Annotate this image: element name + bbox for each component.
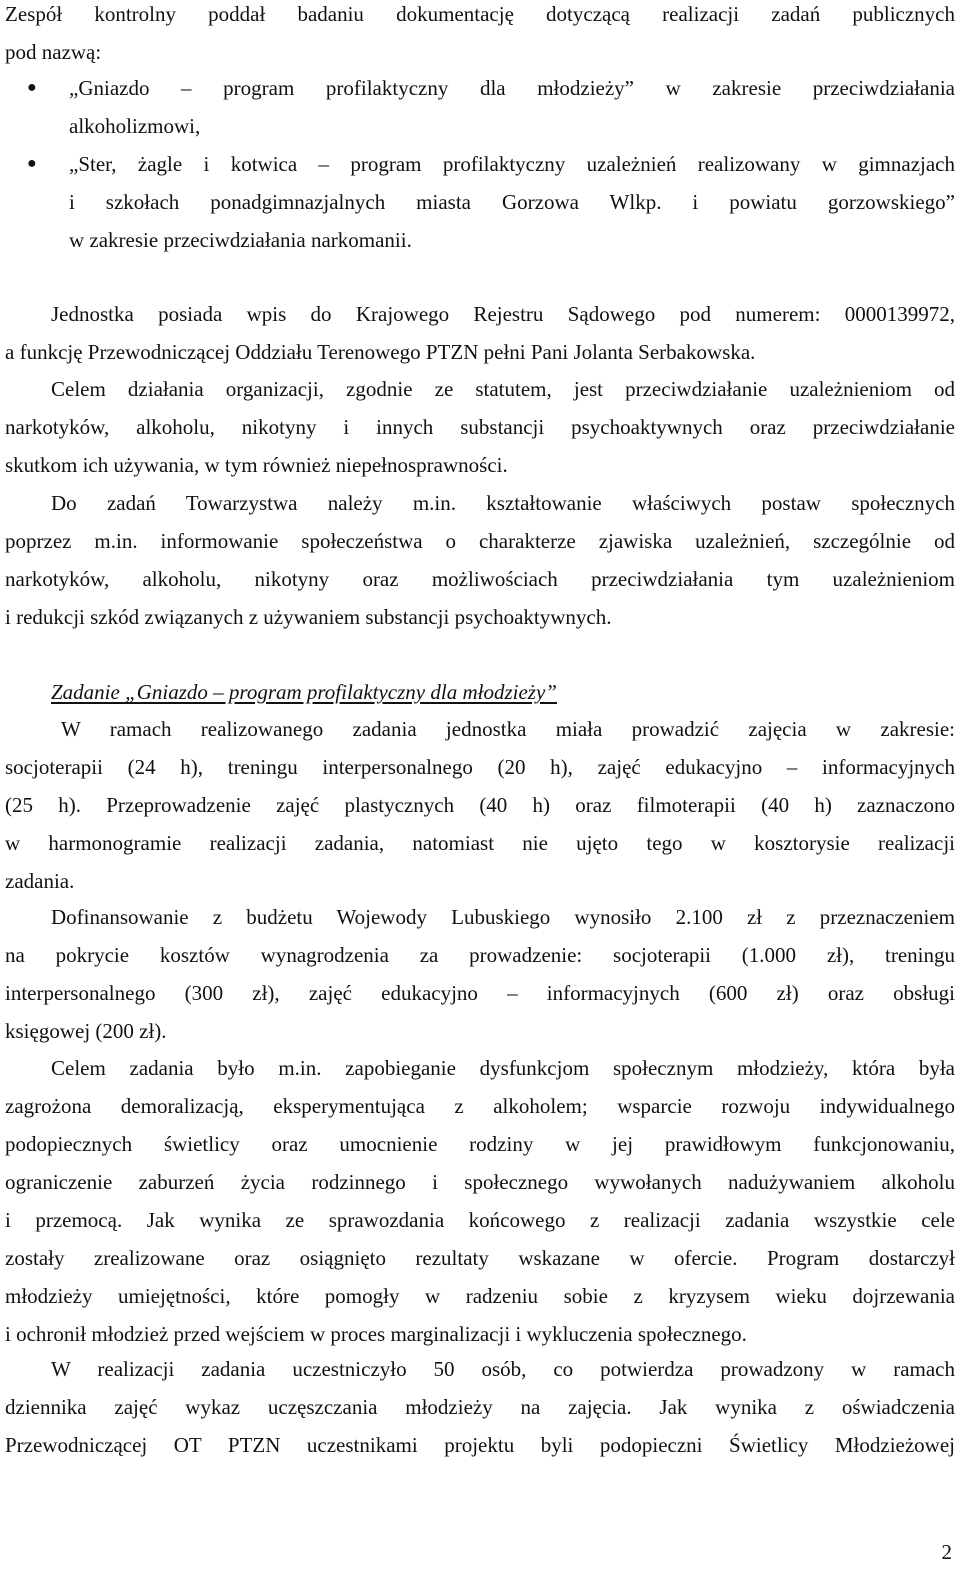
text-line: Celem zadania było m.in. zapobieganie dysfunkcjom społecznym młodzieży, która była bbox=[51, 1056, 955, 1080]
bullet-icon: ● bbox=[27, 155, 37, 172]
text-line: i redukcji szkód związanych z używaniem substancji psychoaktywnych. bbox=[5, 605, 612, 629]
text-line: Do zadań Towarzystwa należy m.in. kształtowanie właściwych postaw społecznych bbox=[51, 491, 955, 515]
list-item bbox=[5, 69, 955, 145]
text-line: (25 h). Przeprowadzenie zajęć plastycznych (40 h) oraz filmoterapii (40 h) zaznaczono bbox=[5, 793, 955, 817]
text-line: socjoterapii (24 h), treningu interpersonalnego (20 h), zajęć edukacyjno – informacyjnych bbox=[5, 755, 955, 779]
bullet-icon: ● bbox=[27, 79, 37, 96]
funding-paragraph bbox=[5, 898, 955, 1050]
text-line: W realizacji zadania uczestniczyło 50 osób, co potwierdza prowadzony w ramach bbox=[51, 1357, 955, 1381]
text-line: W ramach realizowanego zadania jednostka miała prowadzić zajęcia w zakresie: bbox=[61, 717, 955, 741]
participants-paragraph bbox=[5, 1350, 955, 1464]
text-line: młodzieży umiejętności, które pomogły w radzeniu sobie z kryzysem wieku dojrzewania bbox=[5, 1284, 955, 1308]
goal-paragraph bbox=[5, 370, 955, 484]
text-line: alkoholizmowi, bbox=[69, 114, 201, 138]
text-line: pod nazwą: bbox=[5, 40, 102, 64]
text-line: księgowej (200 zł). bbox=[5, 1019, 167, 1043]
text-line: ograniczenie zaburzeń życia rodzinnego i społecznego wywołanych nadużywaniem alkoholu bbox=[5, 1170, 955, 1194]
text-line: Celem działania organizacji, zgodnie ze statutem, jest przeciwdziałanie uzależnieniom od bbox=[51, 377, 955, 401]
text-line: dziennika zajęć wykaz uczęszczania młodzieży na zajęcia. Jak wynika z oświadczenia bbox=[5, 1395, 955, 1419]
text-line: na pokrycie kosztów wynagrodzenia za prowadzenie: socjoterapii (1.000 zł), treningu bbox=[5, 943, 955, 967]
text-line: zagrożona demoralizacją, eksperymentująca z alkoholem; wsparcie rozwoju indywidualnego bbox=[5, 1094, 955, 1118]
tasks-list bbox=[5, 69, 955, 259]
text-line: i szkołach ponadgimnazjalnych miasta Gorzowa Wlkp. i powiatu gorzowskiego” bbox=[69, 190, 955, 214]
text-line: w harmonogramie realizacji zadania, natomiast nie ujęto tego w kosztorysie realizacji bbox=[5, 831, 955, 855]
page-number: 2 bbox=[941, 1540, 952, 1564]
text-line: skutkom ich używania, w tym również niepełnosprawności. bbox=[5, 453, 508, 477]
text-line: ● „Ster, żagle i kotwica – program profilaktyczny uzależnień realizowany w gimnazjach bbox=[5, 145, 955, 183]
text-line: i przemocą. Jak wynika ze sprawozdania końcowego z realizacji zadania wszystkie cele bbox=[5, 1208, 955, 1232]
text-line: Dofinansowanie z budżetu Wojewody Lubuskiego wynosiło 2.100 zł z przeznaczeniem bbox=[51, 905, 955, 929]
intro-paragraph bbox=[5, 0, 955, 71]
text-line: ● „Gniazdo – program profilaktyczny dla młodzieży” w zakresie przeciwdziałania bbox=[5, 69, 955, 107]
scope-paragraph bbox=[5, 710, 955, 900]
objective-paragraph bbox=[5, 1049, 955, 1353]
text-line: Zespół kontrolny poddał badaniu dokumentację dotyczącą realizacji zadań publicznych bbox=[5, 2, 955, 26]
heading-text: Zadanie „Gniazdo – program profilaktyczny dla młodzieży” bbox=[51, 680, 557, 704]
text-line: zadania. bbox=[5, 869, 75, 893]
text-line: podopiecznych świetlicy oraz umocnienie rodziny w jej prawidłowym funkcjonowaniu, bbox=[5, 1132, 955, 1156]
text-line: interpersonalnego (300 zł), zajęć edukacyjno – informacyjnych (600 zł) oraz obsługi bbox=[5, 981, 955, 1005]
text-line: narkotyków, alkoholu, nikotyny i innych substancji psychoaktywnych oraz przeciwdziałanie bbox=[5, 415, 955, 439]
list-item bbox=[5, 145, 955, 259]
text-line: zostały zrealizowane oraz osiągnięto rezultaty wskazane w ofercie. Program dostarczył bbox=[5, 1246, 955, 1270]
text-line: i ochronił młodzież przed wejściem w proces marginalizacji i wykluczenia społecznego. bbox=[5, 1322, 747, 1346]
text-line: poprzez m.in. informowanie społeczeństwa o charakterze zjawiska uzależnień, szczególnie od bbox=[5, 529, 955, 553]
text-line: Przewodniczącej OT PTZN uczestnikami projektu byli podopieczni Świetlicy Młodzieżowej bbox=[5, 1433, 955, 1457]
text-line: narkotyków, alkoholu, nikotyny oraz możliwościach przeciwdziałania tym uzależnieniom bbox=[5, 567, 955, 591]
section-heading bbox=[51, 673, 951, 711]
registry-paragraph bbox=[5, 295, 955, 371]
tasks-paragraph bbox=[5, 484, 955, 636]
text-line: a funkcję Przewodniczącej Oddziału Terenowego PTZN pełni Pani Jolanta Serbakowska. bbox=[5, 340, 756, 364]
text-line: w zakresie przeciwdziałania narkomanii. bbox=[69, 228, 412, 252]
text-line: Jednostka posiada wpis do Krajowego Rejestru Sądowego pod numerem: 0000139972, bbox=[51, 302, 955, 326]
